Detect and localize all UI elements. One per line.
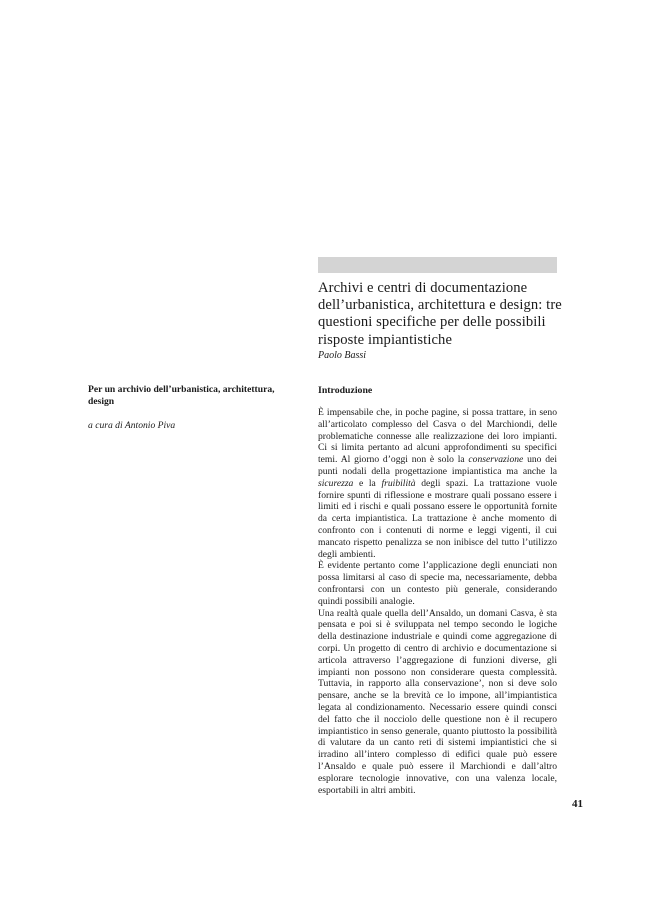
text-run: e la [353,477,382,489]
author-name: Paolo Bassi [318,350,367,361]
article-body [318,407,557,796]
paragraph-second: È evidente pertanto come l’applicazione degli enunciati non possa limitarsi al caso di specie ma, necessariamente, debba confrontarsi con un contesto più generale, considerando quindi possibili analogie. [318,560,557,607]
left-column [88,384,303,431]
text-run: uno dei punti nodali della progettazione impiantistica ma anche la [318,454,557,477]
section-heading: Introduzione [318,385,373,396]
curator-credit: a cura di Antonio Piva [88,420,176,432]
paragraph-intro [318,407,557,560]
emphasis-fruibilita: fruibilità [381,477,416,489]
header-gray-bar [318,257,557,273]
text-run: È impensabile che, in poche pagine, si possa trattare, in seno all’articolato complesso del Casva o del Marchiondi, delle problematiche connesse alle realizzazione dei loro impianti. Ci si limita pertanto ad alcuni approfondimenti su specifici temi. Al giorno d’oggi non è solo la [318,407,557,466]
article-title: Archivi e centri di documentazione dell’urbanistica, architettura e design: tre questioni specifiche per delle possibili risposte impiantistiche [318,280,562,348]
paragraph-third: Una realtà quale quella dell’Ansaldo, un domani Casva, è sta pensata e poi si è sviluppata nel tempo secondo le logiche della destinazione industriale e quindi come aggregazione di corpi. Un progetto di centro di archivio e documentazione si articola attraverso l’aggregazione di funzioni diverse, gli impianti non possono non considerare questa complessità. Tuttavia, in rapporto alla conservazione’, non si deve solo pensare, anche se la brevità ce lo impone, all’impiantistica legata al condizionamento. Necessario essere quindi consci del fatto che il nocciolo delle questione non è il recupero impiantistico in senso generale, quanto piuttosto la possibilità di valutare da un canto reti di sistemi impiantistici che si irradino all’intero complesso di edifici quale può essere l’Ansaldo e quale può essere il Marchiondi e dall’altro esplorare tecnologie innovative, con una valenza locale, esportabili in altri ambiti. [318,607,557,796]
text-run: degli spazi. La trattazione vuole fornire spunti di riflessione e mostrare quali possano essere i limiti ed i rischi e quali possano essere le opportunità fornite da certa impiantistica. La trattazione è anche momento di confronto con i contenuti di norme e leggi vigenti, il cui mancato rispetto penalizza se non inibisce del tutto l’utilizzo degli ambienti. [318,477,557,560]
emphasis-sicurezza: sicurezza [318,477,354,489]
page-number: 41 [572,798,583,810]
emphasis-conservazione: conservazione [468,454,524,466]
section-title: Per un archivio dell’urbanistica, architettura, design [88,384,275,408]
